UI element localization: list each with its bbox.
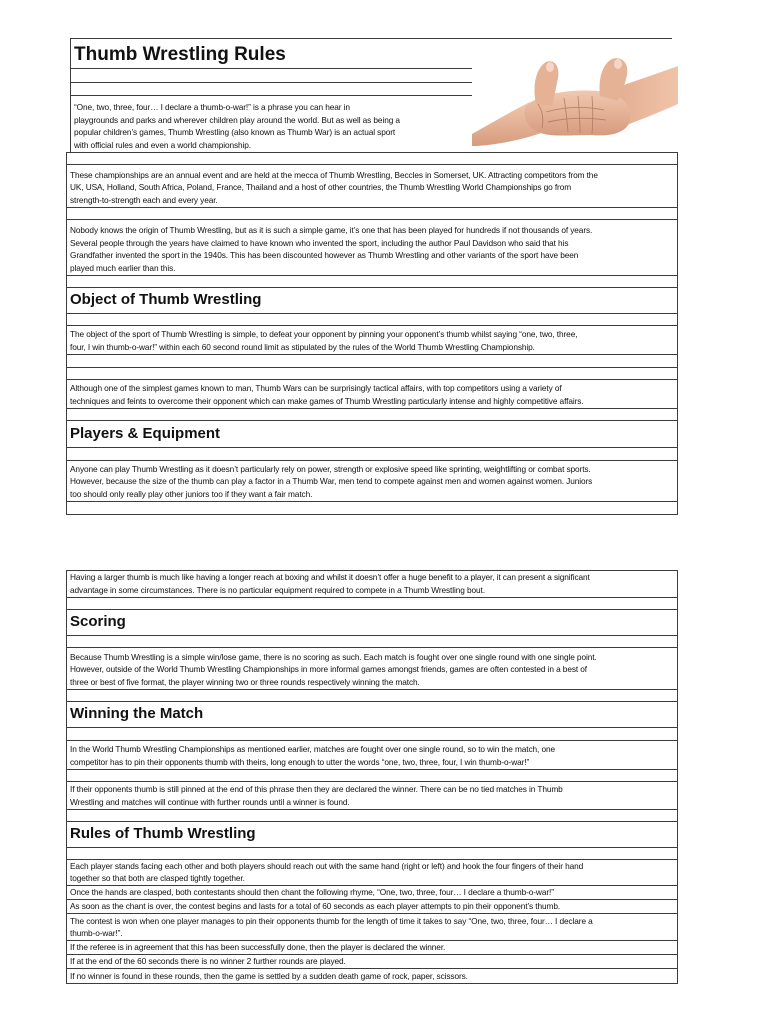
paragraph-line: techniques and feints to overcome their opponent which can make games of Thumb Wrestling particularly intense and highly competitive affairs. — [70, 395, 584, 406]
paragraph-line: Wrestling and matches will continue with further rounds until a winner is found. — [70, 796, 350, 807]
heading-row — [67, 610, 677, 636]
rule-item — [67, 900, 677, 914]
section-heading-rules: Rules of Thumb Wrestling — [70, 825, 256, 842]
page-title: Thumb Wrestling Rules — [74, 44, 286, 65]
paragraph-line: Although one of the simplest games known to man, Thumb Wars can be surprisingly tactical affairs, with top competitors using a variety of — [70, 383, 562, 394]
right-thumbnail — [614, 59, 622, 69]
paragraph-line: advantage in some circumstances. There is no particular equipment required to compete in a Thumb Wrestling bout. — [70, 584, 485, 595]
paragraph-line: with official rules and even a world championship. — [74, 139, 252, 150]
rule-line: If the referee is in agreement that this has been successfully done, then the player is declared the winner. — [70, 941, 446, 952]
paragraph-line: playgrounds and parks and wherever children play around the world. But as well as being a — [74, 114, 400, 125]
section-heading-object: Object of Thumb Wrestling — [70, 291, 262, 308]
spacer-row — [67, 502, 677, 515]
heading-row — [67, 702, 677, 728]
object-paragraph — [67, 326, 677, 355]
left-thumbnail — [546, 62, 554, 72]
rule-line: If at the end of the 60 seconds there is no winner 2 further rounds are played. — [70, 955, 346, 966]
paragraph-line: “One, two, three, four… I declare a thumb-o-war!” is a phrase you can hear in — [74, 102, 350, 113]
heading-row — [67, 421, 677, 448]
rule-item — [67, 886, 677, 900]
section-heading-scoring: Scoring — [70, 613, 126, 630]
thumb-wrestling-hands-image — [472, 54, 678, 146]
paragraph-line: popular children’s games, Thumb Wrestling (also known as Thumb War) is an actual sport — [74, 127, 396, 138]
rule-line: Each player stands facing each other and both players should reach out with the same hand (right or left) and hook the four fingers of their hand — [70, 861, 584, 871]
spacer-row — [67, 368, 677, 380]
rule-item — [67, 941, 677, 955]
spacer-row — [67, 770, 677, 782]
spacer-row — [67, 728, 677, 741]
paragraph-line: three or best of five format, the player winning two or three rounds respectively winning the match. — [70, 676, 420, 687]
pinned-paragraph — [67, 782, 677, 810]
paragraph-line: Several people through the years have claimed to have known who invented the sport, including the author Paul Davidson who said that his — [70, 237, 569, 248]
rule-item — [67, 955, 677, 969]
rule-line: As soon as the chant is over, the contest begins and lasts for a total of 60 seconds as each player attempts to pin their opponent’s thumb. — [70, 900, 561, 911]
paragraph-line: Anyone can play Thumb Wrestling as it doesn’t particularly rely on power, strength or explosive speed like sprinting, weightlifting or combat sports. — [70, 463, 591, 474]
players-paragraph — [67, 461, 677, 502]
spacer-row — [67, 208, 677, 220]
paragraph-line: The object of the sport of Thumb Wrestling is simple, to defeat your opponent by pinning your opponent’s thumb whilst saying “one, two, three, — [70, 329, 578, 340]
intro-section — [70, 39, 472, 152]
spacer-row — [67, 355, 677, 368]
spacer-row — [71, 83, 472, 96]
title-row — [71, 39, 472, 69]
paragraph-line: Grandfather invented the sport in the 1940s. This has been discounted however as Thumb Wrestling and other variants of the sport have been — [70, 250, 579, 261]
rule-item — [67, 969, 677, 984]
intro-paragraph — [71, 96, 472, 152]
section-heading-winning: Winning the Match — [70, 705, 204, 722]
spacer-row — [67, 598, 677, 610]
paragraph-line: UK, USA, Holland, South Africa, Poland, France, Thailand and a host of other countries, the Thumb Wrestling World Championships go from — [70, 182, 572, 193]
spacer-row — [67, 276, 677, 288]
heading-row — [67, 288, 677, 314]
spacer-row — [67, 314, 677, 326]
paragraph-line: strength-to-strength each and every year. — [70, 194, 218, 205]
winning-paragraph — [67, 741, 677, 770]
tactics-paragraph — [67, 380, 677, 409]
spacer-row — [67, 690, 677, 702]
section-heading-players: Players & Equipment — [70, 425, 221, 442]
origin-paragraph — [67, 220, 677, 276]
heading-row — [67, 822, 677, 848]
spacer-row — [67, 409, 677, 421]
paragraph-line: four, I win thumb-o-war!” within each 60 second round limit as stipulated by the rules of the World Thumb Wrestling Championship. — [70, 341, 535, 352]
page-2-table — [66, 570, 678, 984]
rule-item — [67, 914, 677, 941]
spacer-row — [67, 810, 677, 822]
spacer-row — [71, 69, 472, 83]
spacer-row — [67, 636, 677, 648]
page-1-table — [66, 152, 678, 515]
paragraph-line: Because Thumb Wrestling is a simple win/lose game, there is no scoring as such. Each match is fought over one single round with one single point. — [70, 651, 597, 662]
paragraph-line: If their opponents thumb is still pinned at the end of this phrase then they are declared the winner. There can be no tied matches in Thumb — [70, 784, 563, 795]
championships-paragraph — [67, 165, 677, 208]
scoring-paragraph — [67, 648, 677, 690]
rule-line: The contest is won when one player manages to pin their opponents thumb for the length of time it takes to say “One, two, three, four… I declare a — [70, 916, 593, 926]
rule-line: together so that both are clasped tightly together. — [70, 873, 245, 883]
rule-line: thumb-o-war!”. — [70, 928, 123, 938]
paragraph-line: Nobody knows the origin of Thumb Wrestling, but as it is such a simple game, it’s one that has been played for hundreds if not thousands of years. — [70, 225, 593, 236]
rule-item — [67, 860, 677, 886]
paragraph-line: In the World Thumb Wrestling Championships as mentioned earlier, matches are fought over one single round, so to win the match, one — [70, 744, 555, 755]
thumb-size-paragraph — [67, 571, 677, 598]
spacer-row — [67, 448, 677, 461]
paragraph-line: These championships are an annual event and are held at the mecca of Thumb Wrestling, Beccles in Somerset, UK. Attracting competitors from the — [70, 169, 598, 180]
paragraph-line: too should only really play other juniors too if they want a fair match. — [70, 488, 313, 499]
paragraph-line: competitor has to pin their opponents thumb with theirs, long enough to utter the words “one, two, three, four, I win thumb-o-war!” — [70, 756, 530, 767]
paragraph-line: However, because the size of the thumb can play a factor in a Thumb War, men tend to compete against men and women against women. Juniors — [70, 476, 593, 487]
spacer-row — [67, 848, 677, 860]
paragraph-line: However, outside of the World Thumb Wrestling Championships in more informal games amongst friends, games are often contested in a best of — [70, 664, 588, 675]
spacer-row — [67, 153, 677, 165]
rule-line: If no winner is found in these rounds, then the game is settled by a sudden death game of rock, paper, scissors. — [70, 970, 468, 981]
rule-line: Once the hands are clasped, both contestants should then chant the following rhyme, “One, two, three, four… I declare a thumb-o-war!” — [70, 886, 554, 897]
paragraph-line: Having a larger thumb is much like having a longer reach at boxing and whilst it doesn’t offer a huge benefit to a player, it can present a significant — [70, 572, 590, 583]
paragraph-line: played much earlier than this. — [70, 262, 176, 273]
